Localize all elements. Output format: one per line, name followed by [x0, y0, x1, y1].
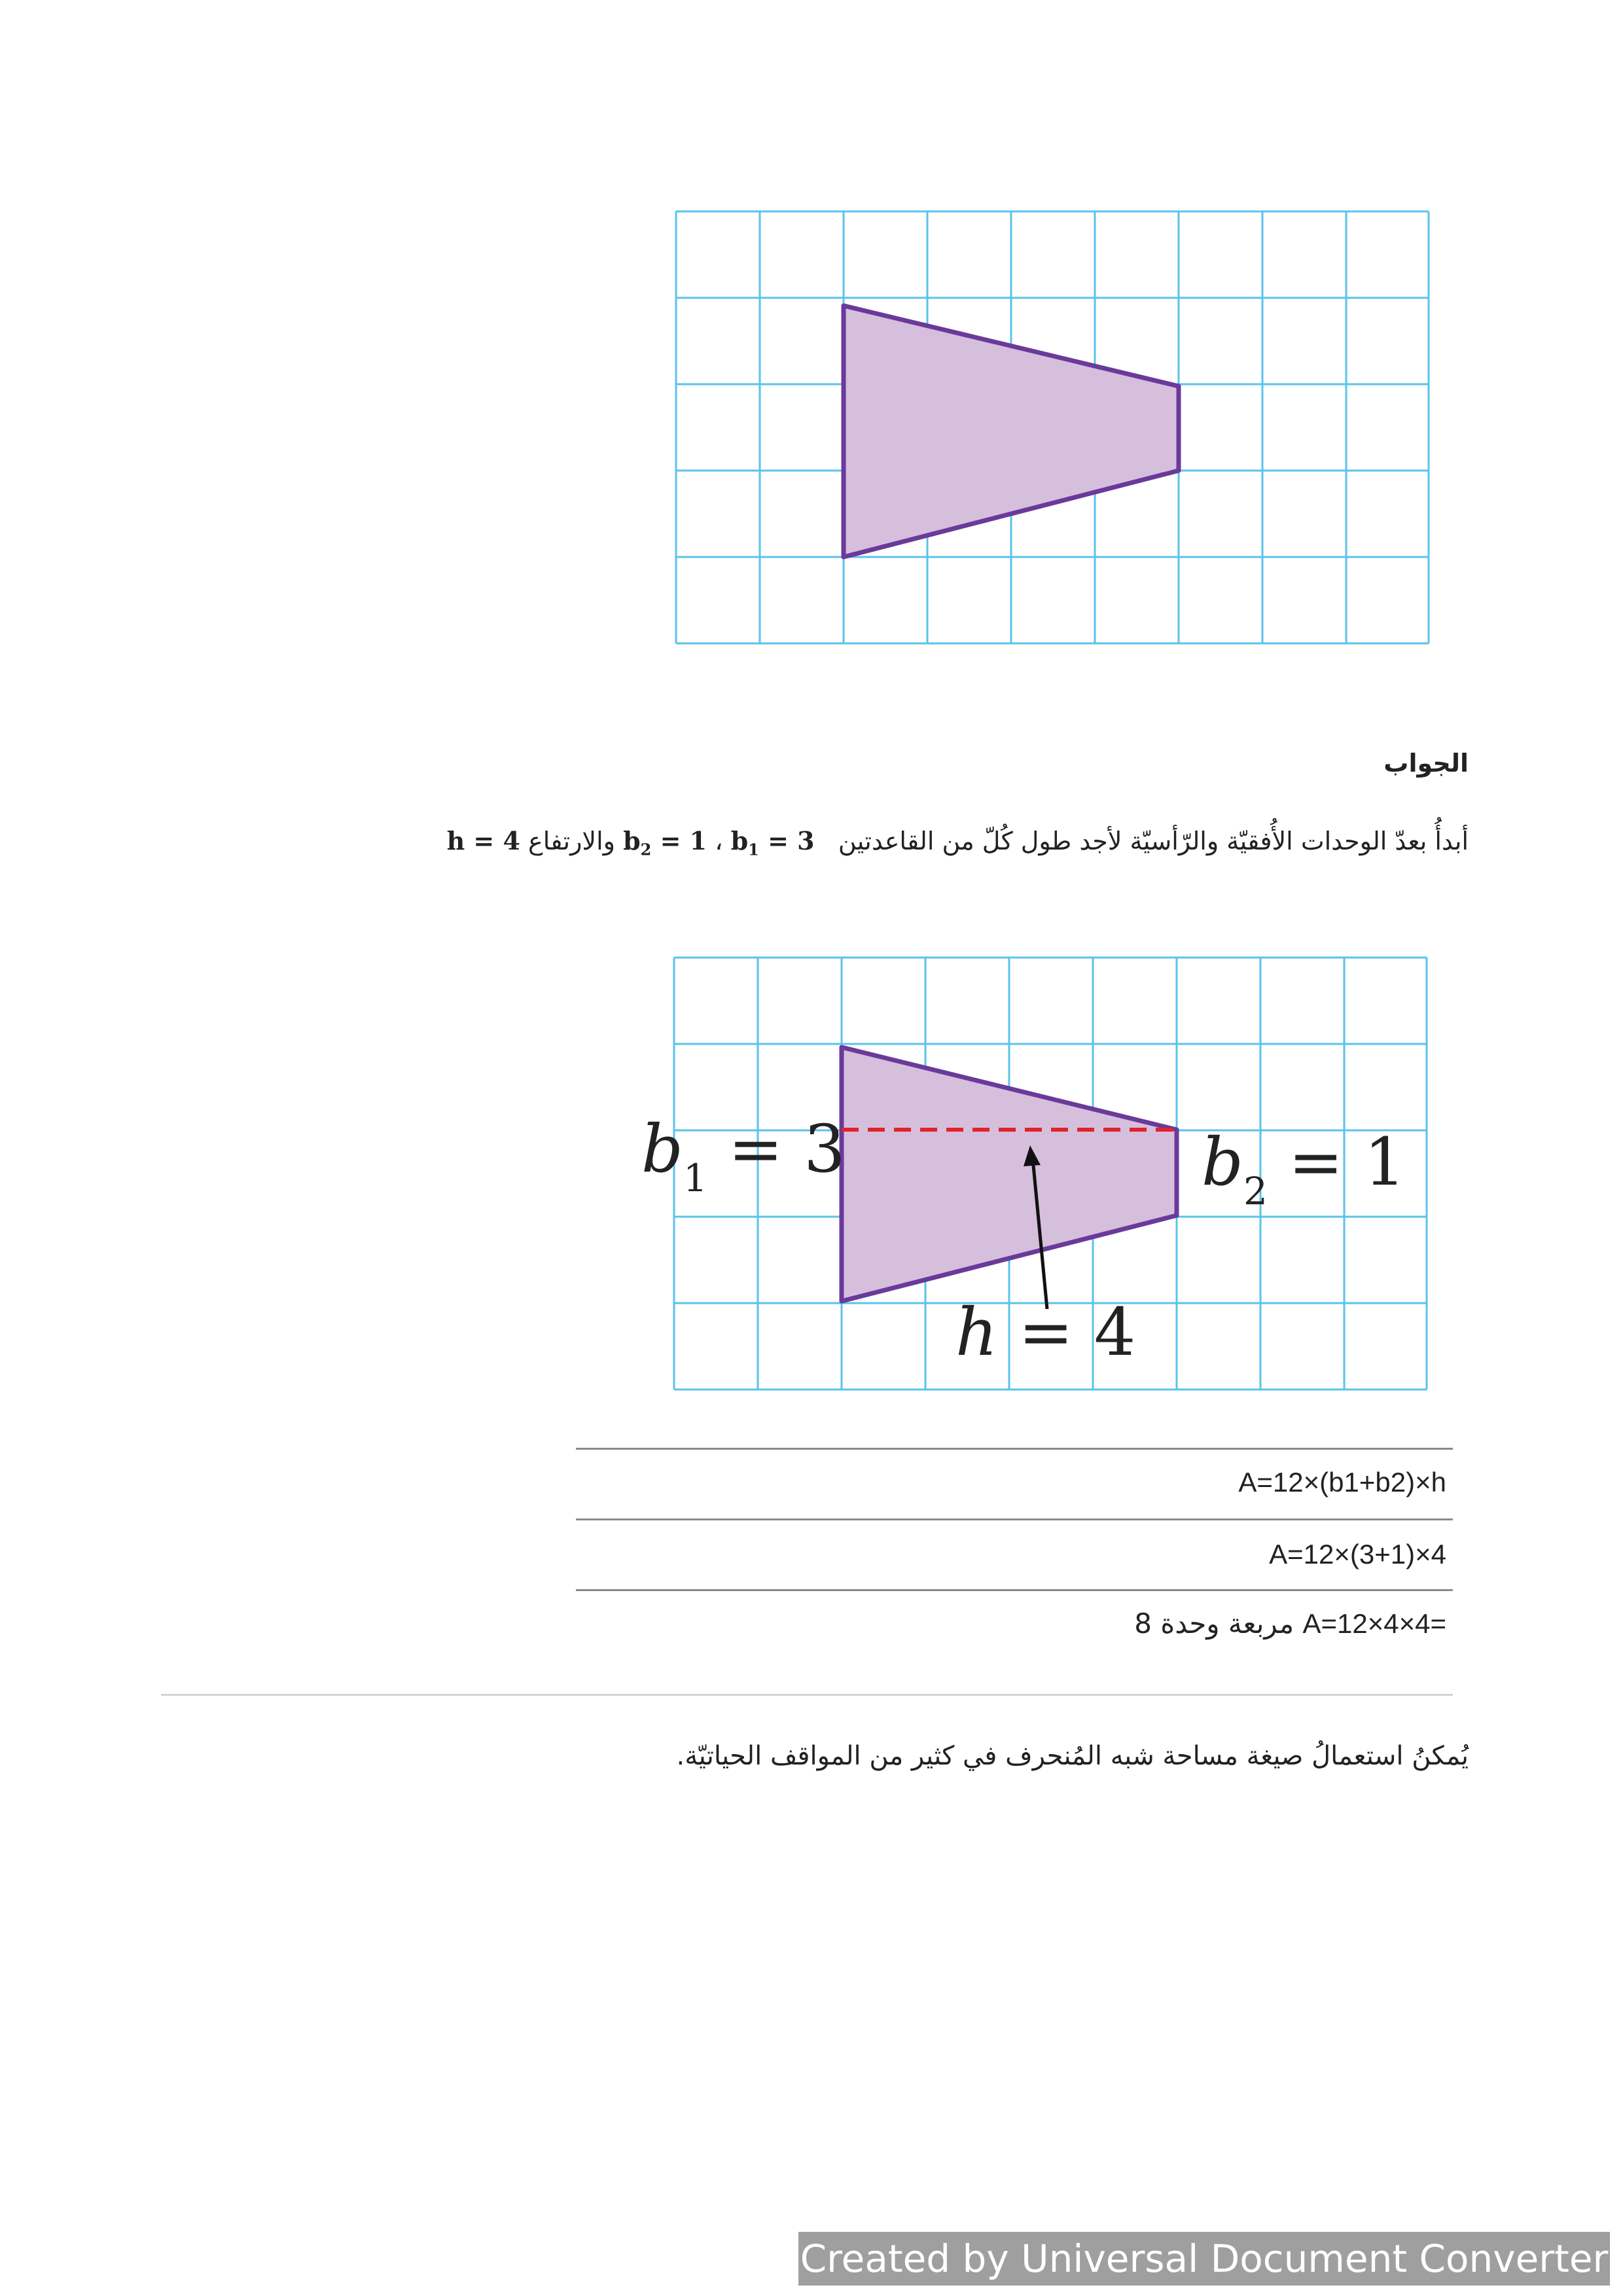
table-rule-3: [576, 1589, 1453, 1591]
b1-value: $b_1 = 3$: [730, 826, 815, 859]
trapezoid-figure-labelled: [628, 956, 1440, 1401]
formula-row-1: A=12×(b1+b2)×h: [1238, 1467, 1446, 1498]
intro-sentence: أبدأُ بعدّ الوحدات الأُفقيّة والرّأسيّة لأجد طول كُلّ من القاعدتين: [838, 827, 1469, 855]
answer-heading: الجواب: [1383, 749, 1469, 778]
trapezoid-figure-top: [674, 209, 1440, 648]
h-label: h = 4: [955, 1294, 1136, 1371]
height-word: والارتفاع: [520, 827, 624, 855]
formula-row-3: A=12×4×4= مربعة وحدة 8: [1134, 1607, 1446, 1640]
formula-row-2: A=12×(3+1)×4: [1269, 1539, 1446, 1570]
b2-label: $b_2 = 1$: [1202, 1124, 1406, 1213]
b1-label: $b_1 = 3$: [641, 1111, 846, 1200]
note-text: يُمكنُ استعمالُ صيغة مساحة شبه المُنحرف في كثير من المواقف الحياتيّة.: [676, 1741, 1469, 1771]
table-rule-2: [576, 1518, 1453, 1520]
intro-text: [447, 826, 1469, 859]
watermark: Created by Universal Document Converter: [798, 2232, 1610, 2286]
h-value: h = 4: [446, 826, 520, 855]
table-rule-1: [576, 1448, 1453, 1450]
section-divider: [161, 1694, 1453, 1696]
separator: ،: [707, 827, 731, 855]
b2-value: $b_2 = 1$: [623, 826, 707, 859]
